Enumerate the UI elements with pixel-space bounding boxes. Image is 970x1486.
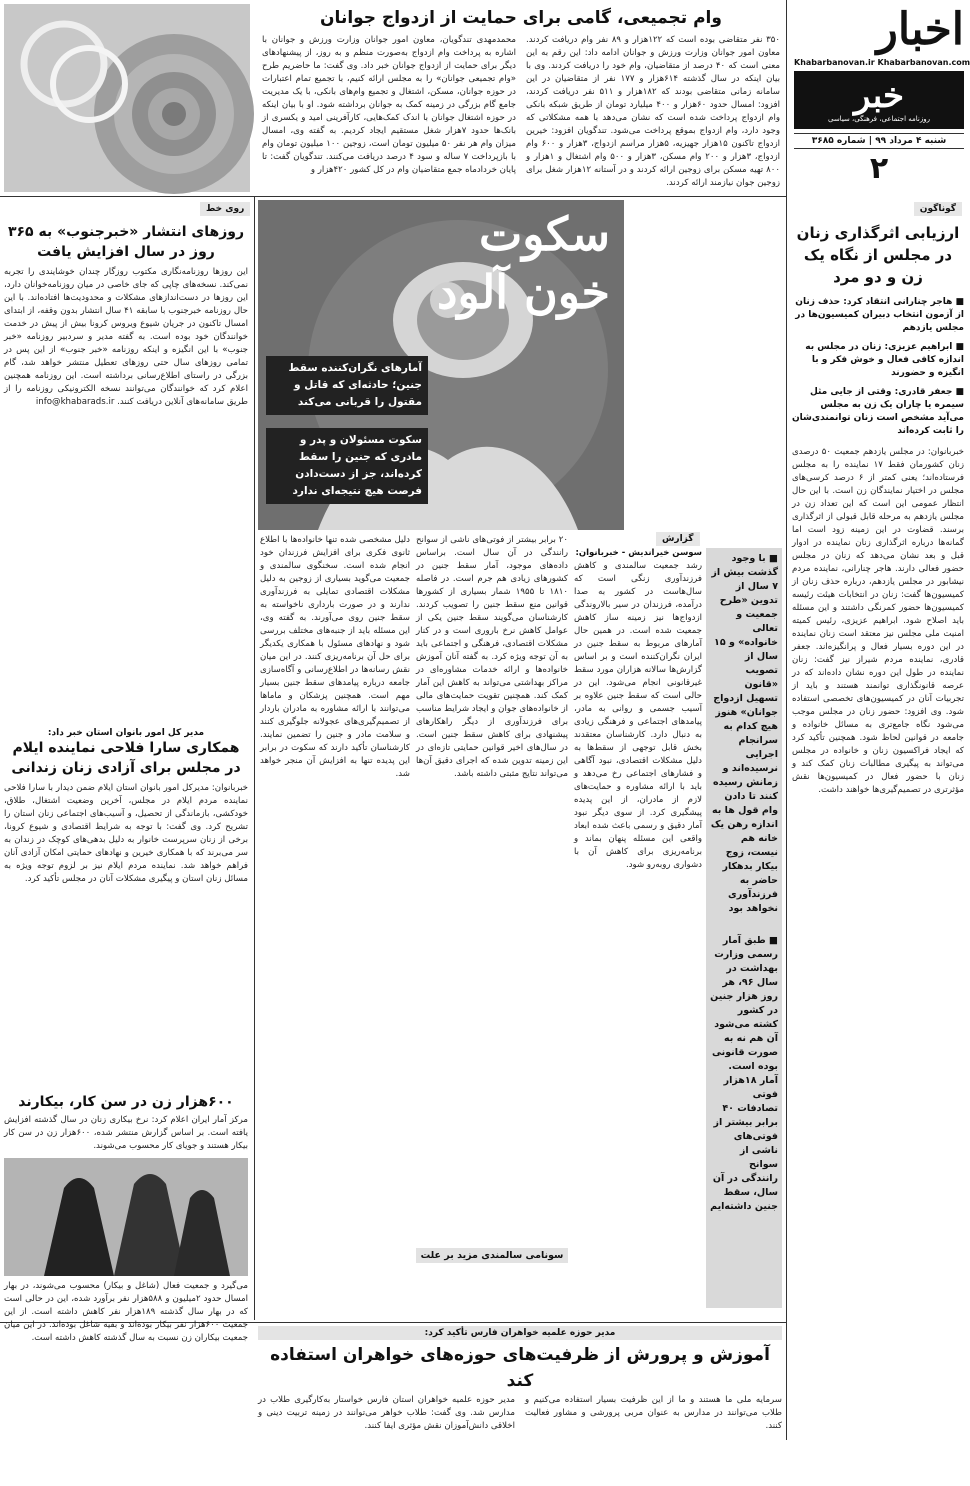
sidebar-item <box>706 930 782 1218</box>
sidebar-item-text: طبق آمار رسمی وزارت بهداشت در سال ۹۶، هر روز هزار جنین در کشور کشته می‌شود آن هم نه به صورت قانونی بوده است. آمار ۱۸هزار فوتی تصادفات ۴۰ برابر بیشتر از فوتی‌های ناشی از سوانح رانندگی در آن سال، سقط جنین داشته‌ایم <box>710 935 778 1212</box>
bullet-text: هاجر چنارانی انتقاد کرد: حذف زنان از آزمون انتخاب دبیران کمیسیون‌ها در مجلس یازدهم <box>795 297 964 333</box>
square-bullet-icon: ■ <box>952 387 964 397</box>
square-bullet-icon: ■ <box>952 297 964 307</box>
loan-story-col2: ۳۵۰ نفر متقاضی بوده است که ۱۲۲هزار و ۸۹ نفر وام دریافت کردند. معاون امور جوانان وزارت ورزش و جوانان ادامه داد: این رقم به این معنی است که ۴۰ درصد از متقاضیان، وام خود را دریافت کردند. وی با بیان اینکه در سال گذشته ۶۱۴هزار و ۱۷۷ نفر از متقاضیان در این سامانه زمانی متقاضی بودند که ۱۸۲هزار و ۵۱۱ نفر دریافت کردند، افزود: امسال حدود ۶۰هزار و ۴۰۰ میلیارد تومان از طریق شبکه بانکی وام ازدواج پرداخت شده است که نشان می‌دهد با همه مشکلاتی که وجود دارد، وام ازدواج بموقع پرداخت می‌شود. تندگویان افزود: خیرین ازدواج تاکنون ۱۵هزار جهیزیه، ۵هزار مراسم ازدواج، ۳هزار و ۶۰۰ وام ازدواج، ۳هزار و ۲۰۰ وام مسکن، ۳هزار و ۵۰۰ وام اشتغال و ۱هزار و ۸۰۰ تهیه مسکن برای زوجین ارائه کردند و در آستانه ۱۲هزار شغل برای زوجین جوان نیازمند ارائه کردند. <box>526 35 781 188</box>
loan-story <box>262 6 780 192</box>
rose-icon <box>4 4 250 192</box>
bullet-text: جعفر قادری: وقتی از جایی مثل سیمره یا چاران یک زن به مجلس می‌آید مشخص است زنان توانمندی‌شان را ثابت کرده‌اند <box>791 387 964 436</box>
rose-rings-photo <box>4 4 250 192</box>
square-bullet-icon: ■ <box>765 935 778 946</box>
logo-subtitle: روزنامه اجتماعی، فرهنگی، سیاسی <box>827 115 931 123</box>
loan-story-title: وام تجمیعی، گامی برای حمایت از ازدواج جوانان <box>320 8 722 28</box>
square-bullet-icon: ■ <box>952 342 964 352</box>
women-chador-photo <box>4 1158 248 1276</box>
masthead-title: اخبار <box>876 4 964 55</box>
women-parliament-bullets <box>792 296 964 438</box>
story2-body: خبربانوان: مدیرکل امور بانوان استان ایلام ضمن دیدار با سارا فلاحی نماینده مردم ایلام در مجلس، آخرین وضعیت اشتغال، طلاق، خودکشی، بازماندگی از تحصیل، و آسیب‌های اجتماعی زنان استان را تشریح کرد. وی گفت: با توجه به شرایط اقتصادی و شیوع کرونا، برخی از زنان سرپرست خانوار به دلیل بدهی‌های کوچک در زندان به سر می‌برند که با همکاری خیرین و نهادهای حمایتی امکان آزادی آنان فراهم خواهد شد. نماینده مردم ایلام نیز بر لزوم توجه ویژه به مسائل زنان استان و پیگیری مشکلات آنان در مجلس تأکید کرد. <box>4 783 248 884</box>
issue-line: شنبه ۴ مرداد ۹۹ | شماره ۳۶۸۵ <box>794 133 964 149</box>
section-label-misc: گوناگون <box>914 202 962 216</box>
feature-title-line2: خون آلود <box>436 265 610 319</box>
feature-poster <box>258 200 624 530</box>
women-silhouette-icon <box>4 1158 248 1276</box>
masthead <box>794 4 970 190</box>
women-parliament-story <box>792 222 964 1436</box>
feature-col-a <box>574 548 702 1318</box>
women-parliament-body: خبربانوان: در مجلس یازدهم جمعیت ۵۰ درصدی زنان کشورمان فقط ۱۷ نماینده را به مجلس فرستاده‌اند؛ یعنی کمتر از ۶ درصد کرسی‌های مجلس در اختیار نمایندگان زن است. با این حال انتظار عمومی این است که این تعداد زن در مجلس یازدهم به مرحله قابل قبولی از اثرگذاری برسند. قضاوت در این زمینه زود است اما گمانه‌ها درباره اثرگذاری زنان نماینده در ادوار قبل و بعد نشان می‌دهد که زنان در مجلس حضور فعالی دارند. هاجر چنارانی، نماینده مردم نیشابور در مجلس یازدهم، درباره حذف زنان از کمیسیون‌ها گفت: زنان در انتخابات هیئت رئیسه کمیسیون‌ها حضور کمرنگی داشتند و این مسئله باید اصلاح شود. ابراهیم عزیزی، رئیس کمیته امنیت ملی مجلس نیز معتقد است زنان نماینده در این دوره بسیار فعال و پرانگیزه‌اند. جعفر قادری، نماینده مردم شیراز نیز گفت: زنان نماینده در طول این دوره نشان داده‌اند که در عرصه قانونگذاری توانمند هستند و باید از تجربیات آنان در کمیسیون‌های تخصصی استفاده شود. وی افزود: حضور زنان در مجلس موجب می‌شود نگاه جامع‌تری به مسائل خانواده و جامعه در قوانین لحاظ شود. همچنین تأکید کرد که ایجاد فراکسیون زنان و خانواده در مجلس می‌تواند به پیگیری مطالبات زنان کمک کند و زنان با حضور فعال در کمیسیون‌ها نقش مؤثرتری در تصمیم‌گیری‌ها خواهند داشت. <box>792 447 964 795</box>
report-label: گزارش <box>656 532 700 546</box>
story3-title: ۶۰۰هزار زن در سن کار، بیکارند <box>18 1094 234 1110</box>
sidebar-item <box>706 548 782 920</box>
story2-kicker: مدیر کل امور بانوان استان خبر داد: <box>47 728 205 738</box>
feature-sub1: آمارهای نگران‌کننده سقط جنین؛ حادثه‌ای که قاتل و مقتول را قربانی می‌کند <box>266 356 428 415</box>
page-number: ۲ <box>869 151 889 186</box>
feature-col-b <box>416 534 568 1318</box>
feature-col-b-text: ۲۰ برابر بیشتر از فوتی‌های ناشی از سوانح رانندگی در آن سال است. براساس داده‌های موجود، آمار سقط جنین در کشورهای زیادی هم جرم است. در فاصله ۱۸۱۰ تا ۱۹۵۵ شمار بسیاری از کشورها قوانین منع سقط جنین را تصویب کردند. کارشناسان می‌گویند سقط جنین یکی از عوامل کاهش نرخ باروری است و در کنار مشکلات اقتصادی، فرهنگی و اجتماعی باید به آن توجه ویژه کرد. به گفته آنان آموزش خانواده‌ها و ارائه خدمات مشاوره‌ای در مراکز بهداشتی می‌تواند به کاهش این آمار کمک کند. همچنین تقویت حمایت‌های مالی از خانواده‌های جوان و ایجاد شرایط مناسب برای فرزندآوری از دیگر راهکارهای پیشنهادی برای کاهش سقط جنین است. در سال‌های اخیر قوانین حمایتی تازه‌ای در این زمینه تدوین شده که اجرای دقیق آن‌ها می‌تواند نتایج مثبتی داشته باشد. <box>416 535 568 779</box>
loan-story-col1: محمدمهدی تندگویان، معاون امور جوانان وزارت ورزش و جوانان با اشاره به پرداخت وام ازدواج به‌صورت منظم و به روز، از پیشنهادهای دیگر برای حمایت از ازدواج جوانان خبر داد. وی گفت: ما حاضریم طرح «وام تجمیعی جوانان» را به مجلس ارائه کنیم، با تجمیع تمام اعتبارات در حوزه جوانان، مسکن، اشتغال و تجمیع وام‌های بانکی، با یک مدیریت جامع گام بزرگی در زمینه کمک به جوانان برداشته شود. او با بیان اینکه در حوزه اشتغال جوانان با اندک کمک‌هایی، کارآفرینی امید و یکسری از بانک‌ها حدود ۷هزار شغل مستقیم ایجاد کردیم. به گفته وی، امسال میزان وام هر نفر ۵۰ میلیون تومان است، زوجین ۱۰۰ میلیون تومان وام با بازپرداخت ۷ ساله و سود ۴ درصد دریافت می‌کنند. تندگویان گفت: تا پایان خردادماه جمع متقاضیان وام در کل کشور ۴۲۰هزار و <box>262 35 516 175</box>
story1-title: روزهای انتشار «خبرجنوب» به ۳۶۵ روز در سال افزایش یافت <box>7 224 245 260</box>
women-parliament-headline: ارزیابی اثرگذاری زنان در مجلس از نگاه یک زن و دو مرد <box>796 224 960 286</box>
bottom-story-col2: سرمایه ملی ما هستند و ما از این ظرفیت بسیار استفاده می‌کنیم و طلاب می‌توانند در مدارس به عنوان مربی پرورشی و مشاور فعالیت کنند. <box>525 1395 782 1431</box>
feature-sub2: سکوت مسئولان و پدر و مادری که جنین را سقط کرده‌اند، جز از دست‌دادن فرصت هیچ نتیجه‌ای ندارد <box>266 428 428 504</box>
masthead-logo <box>794 71 964 129</box>
logo-mark-icon: خبر <box>853 76 905 116</box>
feature-col-a-text: رشد جمعیت سالمندی و کاهش فرزندآوری زنگی است که سال‌هاست در کشور به صدا درآمده، فرزندان در سیر بالاروندگی ازدواج‌ها نیز زمینه ساز کاهش جمعیت شده است. در همین حال آمارهای مربوط به سقط جنین در ایران نگران‌کننده است و بر اساس گزارش‌ها سالانه هزاران مورد سقط غیرقانونی انجام می‌شود. این در حالی است که سقط جنین علاوه بر آسیب جسمی و روانی به مادر، پیامدهای اجتماعی و فرهنگی زیادی به دنبال دارد. کارشناسان معتقدند بخش قابل توجهی از سقط‌ها به دلیل مشکلات اقتصادی، نبود آگاهی و فشارهای اجتماعی رخ می‌دهد و باید با ارائه مشاوره و حمایت‌های لازم از مادران، از این پدیده پیشگیری کرد. از سوی دیگر نبود آمار دقیق و رسمی باعث شده ابعاد واقعی این مسئله پنهان بماند و برنامه‌ریزی برای کاهش آن با دشواری روبه‌رو شود. <box>574 561 702 870</box>
story3-continued: می‌گیرد و جمعیت فعال (شاغل و بیکار) محسوب می‌شوند، در بهار امسال حدود ۲میلیون و ۵۸۸هزار نفر برآورد شده، این در حالی است که در بهار سال گذشته ۱۸۹هزار نفر کاهش داشته است. از این جمعیت ۶۰۰هزار نفر بیکار بوده‌اند و بقیه شاغل بوده‌اند. در این میان جمعیت بیکاران زن نسبت به سال گذشته کاهش داشته است. <box>4 1281 249 1343</box>
bottom-story-col1: مدیر حوزه علمیه خواهران استان فارس خواستار به‌کارگیری طلاب در مدارس شد. وی گفت: طلاب خواهر می‌توانند در زمینه تربیت دینی و اخلاقی دانش‌آموزان نقش مؤثری ایفا کنند. <box>258 1395 515 1431</box>
square-bullet-icon: ■ <box>765 553 778 564</box>
bullet-item <box>792 386 964 438</box>
bottom-story-kicker: مدیر حوزه علمیه خواهران فارس تأکید کرد: <box>258 1326 782 1340</box>
column-rule-top <box>0 196 786 197</box>
feature-stat-sidebar <box>706 548 782 1308</box>
story3-body: مرکز آمار ایران اعلام کرد: نرخ بیکاری زنان در سال گذشته افزایش یافته است. بر اساس گزارش منتشر شده، ۶۰۰هزار زن در سن کار بیکار هستند و جویای کار محسوب می‌شوند. <box>4 1115 249 1151</box>
left-column <box>4 222 249 1343</box>
bullet-item <box>792 296 964 335</box>
feature-col-c <box>260 534 410 1318</box>
bottom-story-title: آموزش و پرورش از ظرفیت‌های حوزه‌های خواهران استفاده کند <box>270 1345 770 1391</box>
section-label-online: روی خط <box>200 202 250 216</box>
feature-byline: سوسن خیراندیش - خبربانوان: <box>575 548 702 558</box>
sidebar-item-text: با وجود گذشت بیش از ۷ سال از تدوین «طرح جمعیت و تعالی خانواده» و ۱۵ سال از تصویب «قانون تسهیل ازدواج جوانان» هنوز هیچ کدام به سرانجام اجرایی نرسیده‌اند و زمانش رسیده کنند تا دادن وام قول ها به اندازه رهن یک خانه هم نیست، زوج بیکار بدهکار حاضر به فرزندآوری نخواهد بود <box>710 553 778 914</box>
column-rule-bottom <box>254 1322 786 1323</box>
bottom-story <box>258 1326 782 1436</box>
story2-title: همکاری سارا فلاحی نماینده ایلام در مجلس برای آزادی زنان زندانی <box>11 740 241 776</box>
column-rule-left <box>254 196 255 1320</box>
feature-col-c-text: دلیل مشخصی شده تنها خانواده‌ها با اطلاع ثانوی فکری برای افزایش فرزندان خود انجام شده است. سخنگوی سالمندی و جمعیت می‌گوید بسیاری از زوجین به دلیل مشکلات اقتصادی تمایلی به فرزندآوری ندارند و در صورت بارداری ناخواسته به سقط جنین روی می‌آورند. به گفته وی، این مسئله باید از جنبه‌های مختلف بررسی شود و نهادهای مسئول با همکاری یکدیگر برای حل آن برنامه‌ریزی کنند. در این میان نقش رسانه‌ها در اطلاع‌رسانی و آگاه‌سازی جامعه درباره پیامدهای سقط جنین بسیار مهم است. همچنین پزشکان و ماماها می‌توانند با ارائه مشاوره به مادران باردار از تصمیم‌گیری‌های عجولانه جلوگیری کنند و سلامت مادر و جنین را تضمین نمایند. کارشناسان تأکید دارند که سکوت در برابر این پدیده تنها به افزایش آن منجر خواهد شد. <box>260 535 410 779</box>
bullet-text: ابراهیم عزیزی: زنان در مجلس به اندازه کافی فعال و خوش فکر و با انگیزه و حضورند <box>805 342 964 378</box>
column-rule-right <box>786 0 787 1440</box>
masthead-urls: Khabarbanovan.ir Khabarbanovan.com <box>794 58 970 67</box>
story1-body: این روزها روزنامه‌نگاری مکتوب روزگار چندان خوشایندی را تجربه نمی‌کند. نسخه‌های چاپی که جای خاصی در میان روزنامه‌خوانان دارد، این روزها در دست‌اندازهای مشکلات و محدودیت‌ها افتاده‌اند. با این حال روزنامه خبرجنوب با سابقه ۴۱ سال انتشار بدون وقفه، از ابتدای امسال تاکنون در جریان شیوع ویروس کرونا بیش از پیش در خدمت خوانندگان خود بوده است. به گفته مدیر و سردبیر روزنامه «خبر جنوب» با این انگیزه و اینکه روزنامه «خبر جنوب» از این پس در تمامی روزهای سال حتی روزهای تعطیل منتشر خواهد شد، گام بزرگی در راستای اطلاع‌رسانی برداشته است. این روزنامه همچنین اعلام کرد که خوانندگان می‌توانند نسخه الکترونیکی روزنامه را از طریق سامانه‌های آنلاین دریافت کنند. info@khabarads.ir <box>4 267 248 407</box>
bullet-item <box>792 341 964 380</box>
feature-title-line1: سکوت <box>478 207 610 261</box>
feature-subhead: سونامی سالمندی مزید بر علت <box>416 1248 568 1263</box>
